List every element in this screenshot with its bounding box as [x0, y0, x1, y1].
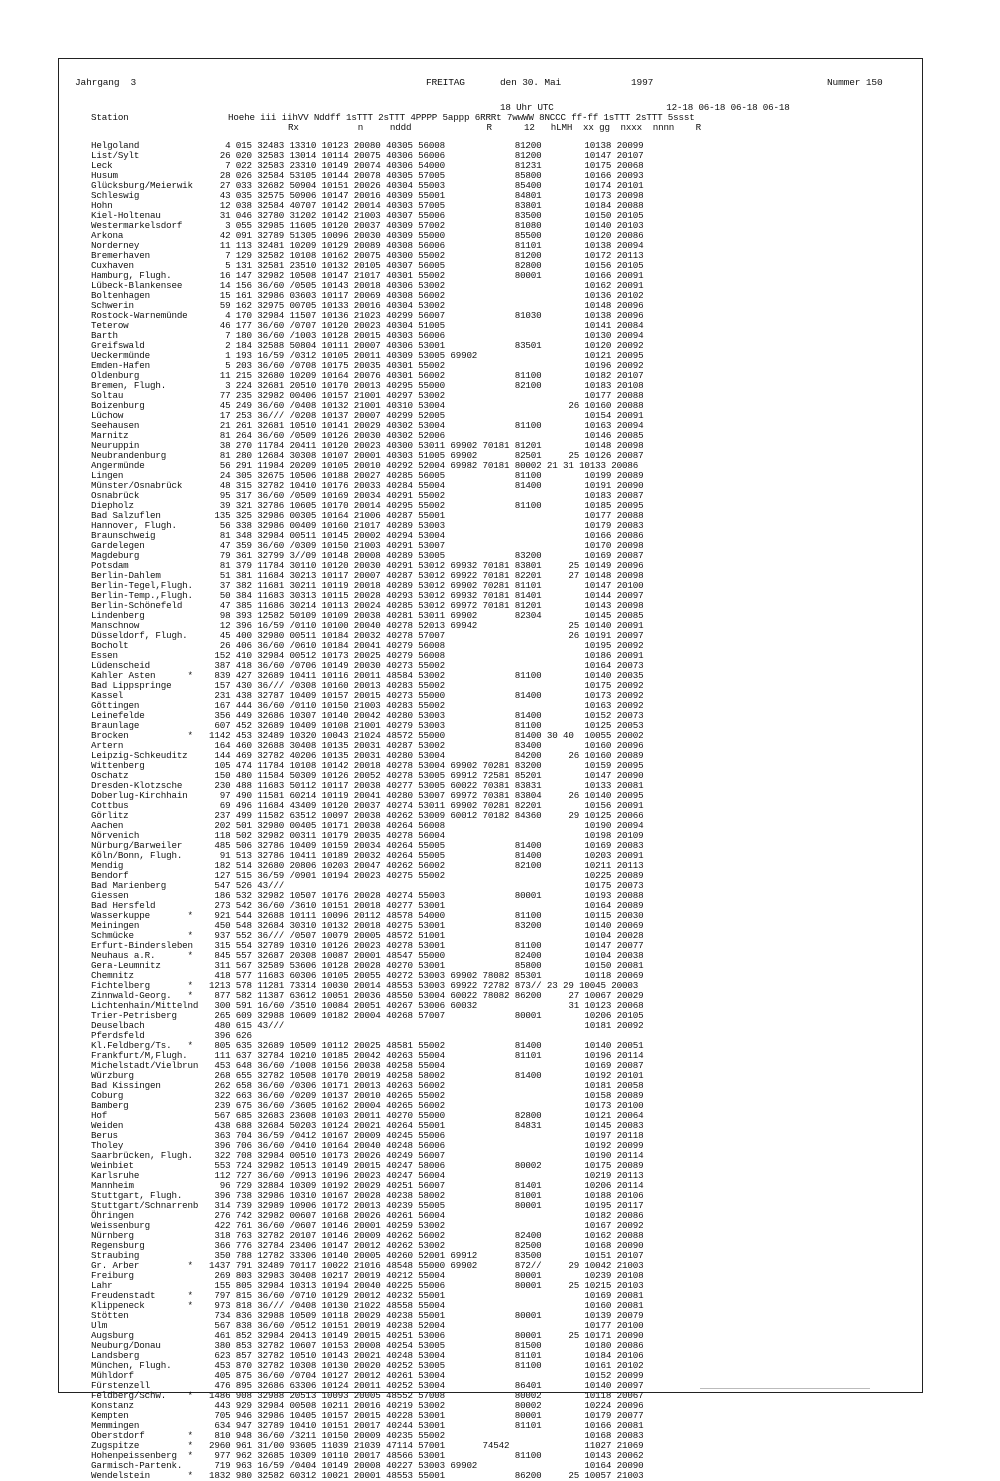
station-row: Pferdsfeld 396 626: [91, 1030, 252, 1041]
station-row: Feldberg/Schw. * 1486 908 32988 20513 10093 20005 48552 57008 80002 10118 20067: [91, 1390, 644, 1401]
station-row: Braunschweig 81 348 32984 00511 10145 20002 40294 53004 10166 20086: [91, 530, 644, 541]
station-row: Boizenburg 45 249 36/60 /0408 10132 21001 40310 53004 26 10160 20088: [91, 400, 644, 411]
station-row: Westermarkelsdorf 3 055 32985 11605 10120 20037 40309 57002 81080 10140 20103: [91, 220, 644, 231]
station-row: Nürnberg 318 763 32782 20107 10146 20009 40262 56002 82400 10162 20088: [91, 1230, 644, 1241]
station-row: Wendelstein * 1832 980 32582 60312 10021 20001 48553 55001 86200 25 10057 21003: [91, 1470, 644, 1481]
station-row: Nörvenich 118 502 32982 00311 10179 20035 40278 56004 10198 20109: [91, 830, 644, 841]
station-row: Deuselbach 480 615 43/// 10181 20092: [91, 1020, 644, 1031]
station-row: Bad Hersfeld 273 542 36/60 /3610 10151 20018 40277 53001 10164 20089: [91, 900, 644, 911]
station-row: Glücksburg/Meierwik 27 033 32682 50904 10151 20026 40304 55003 85400 10174 20101: [91, 180, 644, 191]
station-row: Cuxhaven 5 131 32581 23510 10132 20105 40307 56005 82800 10156 20105: [91, 260, 644, 271]
station-row: Berlin-Schönefeld 47 385 11686 30214 10113 20024 40285 53012 69972 70181 81201 10143 20098: [91, 600, 644, 611]
station-row: Weiden 438 688 32684 50203 10124 20021 40264 55001 84831 10145 20083: [91, 1120, 644, 1131]
station-row: Magdeburg 79 361 32799 3//09 10148 20008 40289 53005 83200 10169 20087: [91, 550, 644, 561]
station-row: Emden-Hafen 5 203 36/60 /0708 10175 20035 40301 55002 10196 20092: [91, 360, 644, 371]
station-row: Trier-Petrisberg 265 609 32988 10609 10182 20004 40268 57007 80001 10206 20105: [91, 1010, 644, 1021]
station-row: Chemnitz 418 577 11683 60306 10105 20055 40272 53003 69902 78082 85301 10118 20069: [91, 970, 644, 981]
station-row: Oldenburg 11 215 32680 10209 10164 20076 40301 56002 81100 10182 20107: [91, 370, 644, 381]
station-row: Kiel-Holtenau 31 046 32780 31202 10142 21003 40307 55006 83500 10150 20105: [91, 210, 644, 221]
station-row: Bremen, Flugh. 3 224 32681 20510 10170 20013 40295 55000 82100 10183 20108: [91, 380, 644, 391]
column-header-line-2: Hoehe iii iihVV Nddff 1sTTT 2sTTT 4PPPP 5appp 6RRRt 7wwWW 8NCCC ff-ff 1sTTT 2sTTT 5ssst: [228, 112, 695, 123]
station-row: Manschnow 12 396 16/59 /0110 10100 20040 40278 52013 69942 25 10140 20091: [91, 620, 644, 631]
station-row: Neuburg/Donau 380 853 32782 10607 10153 20008 40254 53005 81500 10180 20086: [91, 1340, 644, 1351]
station-column-header: Station: [91, 112, 129, 123]
jahrgang-label: Jahrgang 3: [75, 77, 137, 88]
station-row: Giessen 186 532 32982 10507 10176 20028 40274 55003 80001 10193 20088: [91, 890, 644, 901]
station-row: Köln/Bonn, Flugh. 91 513 32786 10411 10189 20032 40264 55005 81400 10203 20091: [91, 850, 644, 861]
station-row: Klippeneck * 973 818 36/// /0408 10130 21022 48558 55004 10160 20081: [91, 1300, 644, 1311]
station-row: Düsseldorf, Flugh. 45 400 32980 00511 10184 20032 40278 57007 26 10191 20097: [91, 630, 644, 641]
station-row: Bad Salzuflen 135 325 32986 00305 10164 21006 40287 55001 10177 20088: [91, 510, 644, 521]
station-row: Schmücke * 937 552 36/// /0507 10079 20005 48572 51001 10104 20028: [91, 930, 644, 941]
station-row: Gardelegen 47 359 36/60 /0309 10150 21003 40291 53007 10170 20098: [91, 540, 644, 551]
station-row: Fichtelberg * 1213 578 11281 73314 10030 20014 48553 53003 69922 72782 873// 23 29 10045 20003: [91, 980, 639, 991]
station-row: Bocholt 26 406 36/60 /0610 10184 20041 40279 56008 10195 20092: [91, 640, 644, 651]
station-row: Oberstdorf * 810 948 36/60 /3211 10150 20009 40235 55002 10168 20083: [91, 1430, 644, 1441]
station-row: Berlin-Temp.,Flugh. 50 384 11683 30313 10115 20028 40293 53012 69932 70181 81401 10144 20097: [91, 590, 644, 601]
station-row: Gr. Arber * 1437 791 32489 70117 10022 21016 48548 55000 69902 872// 29 10042 21003: [91, 1260, 644, 1271]
station-row: Wasserkuppe * 921 544 32688 10111 10096 20112 48578 54000 81100 10115 20030: [91, 910, 644, 921]
station-row: Frankfurt/M,Flugh. 111 637 32784 10210 10185 20042 40263 55004 81101 10196 20114: [91, 1050, 644, 1061]
station-row: Weissenburg 422 761 36/60 /0607 10146 20001 40259 53002 10167 20092: [91, 1220, 644, 1231]
station-row: Hohn 12 038 32584 40707 10142 20014 40303 57005 83801 10184 20088: [91, 200, 644, 211]
station-row: Karlsruhe 112 727 36/60 /0913 10196 20023 40247 56004 10219 20113: [91, 1170, 644, 1181]
station-row: Görlitz 237 499 11582 63512 10097 20038 40262 53009 60012 70182 84360 29 10125 20066: [91, 810, 644, 821]
station-row: Bad Kissingen 262 658 36/60 /0306 10171 20013 40263 56002 10181 20058: [91, 1080, 644, 1091]
station-row: Leck 7 022 32583 23310 10149 20074 40306 54000 81231 10175 20068: [91, 160, 644, 171]
station-row: Wittenberg 105 474 11784 10108 10142 20018 40278 53004 69902 70281 83200 10159 20095: [91, 760, 644, 771]
station-row: Teterow 46 177 36/60 /0707 10120 20023 40304 51005 10141 20084: [91, 320, 644, 331]
station-row: Schleswig 43 035 32575 50906 10147 20016 40309 55001 84801 10173 20098: [91, 190, 644, 201]
column-header-line-1: 18 Uhr UTC 12-18 06-18 06-18 06-18: [500, 102, 790, 113]
station-row: Helgoland 4 015 32483 13310 10123 20080 40305 56008 81200 10138 20099: [91, 140, 644, 151]
station-row: Lahr 155 805 32984 10313 10194 20040 40225 55006 80001 25 10215 20103: [91, 1280, 644, 1291]
station-row: Bad Marienberg 547 526 43/// 10175 20073: [91, 880, 644, 891]
station-row: Braunlage 607 452 32689 10409 10108 21001 40279 53003 81100 10125 20053: [91, 720, 644, 731]
column-header-line-3: Rx n nddd R 12 hLMH xx gg nxxx nnnn R: [288, 122, 701, 133]
station-row: Freiburg 269 803 32983 30408 10217 20019 40212 55004 80001 10239 20108: [91, 1270, 644, 1281]
station-row: Leipzig-Schkeuditz 144 469 32782 40206 10135 20031 40280 53004 84200 26 10160 20089: [91, 750, 644, 761]
station-row: Marnitz 81 264 36/60 /0509 10126 20030 40302 52006 10146 20085: [91, 430, 644, 441]
footer-rule: [700, 1388, 870, 1389]
station-row: Stuttgart, Flugh. 396 738 32986 10310 10167 20028 40238 58002 81001 10188 20106: [91, 1190, 644, 1201]
station-row: Meiningen 450 548 32684 30310 10132 20018 40275 53001 83200 10140 20069: [91, 920, 644, 931]
station-row: Berus 363 704 36/59 /0412 10167 20009 40245 55006 10197 20118: [91, 1130, 644, 1141]
station-row: Kassel 231 438 32787 10409 10157 20015 40273 55000 81400 10173 20092: [91, 690, 644, 701]
station-row: Gera-Leumnitz 311 567 32589 53606 10128 20028 40270 53001 85800 10150 20081: [91, 960, 644, 971]
station-row: Dresden-Klotzsche 230 488 11683 50112 10117 20038 40277 53005 60022 70381 83831 10133 20081: [91, 780, 644, 791]
station-row: Zinnwald-Georg. * 877 582 11387 63612 10051 20036 48550 53004 60022 78082 86200 27 10067 20029: [91, 990, 644, 1001]
station-row: Osnabrück 95 317 36/60 /0509 10169 20034 40291 55002 10183 20087: [91, 490, 644, 501]
station-row: Lübeck-Blankensee 14 156 36/60 /0505 10143 20018 40306 53002 10162 20091: [91, 280, 644, 291]
station-row: Potsdam 81 379 11784 30110 10120 20030 40291 53012 69932 70181 83801 25 10149 20096: [91, 560, 644, 571]
year-label: 1997: [631, 77, 654, 88]
station-row: Straubing 350 788 12782 33306 10140 20005 40260 52001 69912 83500 10151 20107: [91, 1250, 644, 1261]
station-row: Hof 567 685 32683 23608 10103 20011 40270 55000 82800 10121 20064: [91, 1110, 644, 1121]
station-row: Mühldorf 405 875 36/60 /0704 10127 20012 40261 53004 10152 20099: [91, 1370, 644, 1381]
station-row: Hohenpeissenberg * 977 962 32685 10309 10110 20017 48566 53001 81100 10143 20062: [91, 1450, 644, 1461]
station-row: Leinefelde 356 449 32686 10307 10140 20042 40280 53003 81400 10152 20073: [91, 710, 644, 721]
station-row: Brocken * 1142 453 32489 10320 10043 21024 48572 55000 81400 30 40 10055 20002: [91, 730, 644, 741]
station-row: Ueckermünde 1 193 16/59 /0312 10105 20011 40309 53005 69902 10121 20095: [91, 350, 644, 361]
weekday-label: FREITAG: [426, 77, 465, 88]
station-row: Berlin-Tegel,Flugh. 37 382 11681 30211 10119 20018 40289 53012 69902 70281 81101 10147 20100: [91, 580, 644, 591]
station-row: Neubrandenburg 81 280 12684 30308 10107 20001 40303 51005 69902 82501 25 10126 20087: [91, 450, 644, 461]
station-row: Kl.Feldberg/Ts. * 805 635 32689 10509 10112 20025 48581 55002 81400 10140 20051: [91, 1040, 644, 1051]
date-label: den 30. Mai: [500, 77, 562, 88]
station-row: Oschatz 150 480 11584 50309 10126 20052 40278 53005 69912 72581 85201 10147 20090: [91, 770, 644, 781]
station-row: Weinbiet 553 724 32982 10513 10149 20015 40247 58006 80002 10175 20089: [91, 1160, 644, 1171]
station-row: Nürburg/Barweiler 485 506 32786 10409 10159 20034 40264 55005 81400 10169 20083: [91, 840, 644, 851]
station-row: Coburg 322 663 36/60 /0209 10137 20010 40265 55002 10158 20089: [91, 1090, 644, 1101]
station-row: Neuhaus a.R. * 845 557 32687 20308 10087 20001 48547 55000 82400 10104 20038: [91, 950, 644, 961]
station-row: Seehausen 21 261 32681 10510 10141 20029 40302 53004 81100 10163 20094: [91, 420, 644, 431]
station-row: Memmingen 634 947 32789 10410 10151 20017 40244 53001 81101 10166 20081: [91, 1420, 644, 1431]
station-row: Augsburg 461 852 32984 20413 10149 20015 40251 53006 80001 25 10171 20090: [91, 1330, 644, 1341]
station-row: Boltenhagen 15 161 32986 03603 10117 20069 40308 56002 10136 20102: [91, 290, 644, 301]
station-row: Bad Lippspringe 157 430 36/// /0308 10160 20013 40283 55002 10175 20092: [91, 680, 644, 691]
station-row: Lüchow 17 253 36/// /0208 10137 20007 40299 52005 10154 20091: [91, 410, 644, 421]
station-row: Soltau 77 235 32982 00406 10157 21001 40297 53002 10177 20088: [91, 390, 644, 401]
station-row: Norderney 11 113 32481 10209 10129 20089 40308 56006 81101 10138 20094: [91, 240, 644, 251]
station-row: Neuruppin 38 270 11784 20411 10120 20023 40300 53011 69902 70181 81201 10148 20098: [91, 440, 644, 451]
station-row: Husum 28 026 32584 53105 10144 20078 40305 57005 85800 10166 20093: [91, 170, 644, 181]
station-row: München, Flugh. 453 870 32782 10308 10130 20020 40252 53005 81100 10161 20102: [91, 1360, 644, 1371]
station-row: Bendorf 127 515 36/59 /0901 10194 20023 40275 55002 10225 20089: [91, 870, 644, 881]
station-row: Erfurt-Bindersleben 315 554 32789 10310 10126 20023 40278 53001 81100 10147 20077: [91, 940, 644, 951]
station-row: Zugspitze * 2960 961 31/00 93605 11039 21039 47114 57001 74542 11027 21069: [91, 1440, 644, 1451]
station-row: Lingen 24 305 32675 10506 10188 20027 40285 56005 81100 10199 20089: [91, 470, 644, 481]
station-row: Diepholz 39 321 32786 10605 10170 20014 40295 55002 81100 10185 20095: [91, 500, 644, 511]
station-row: Greifswald 2 184 32588 50804 10111 20007 40306 53001 83501 10120 20092: [91, 340, 644, 351]
station-row: Mendig 182 514 32680 20806 10203 20047 40262 56002 82100 10211 20113: [91, 860, 644, 871]
station-row: Michelstadt/Vielbrun 453 648 36/60 /1008 10156 20038 40258 55004 10169 20087: [91, 1060, 644, 1071]
station-row: Mannheim 96 729 32884 10309 10192 20029 40251 56007 81401 10206 20114: [91, 1180, 644, 1191]
station-row: Kempten 705 946 32986 10405 10157 20015 40228 53001 80001 10179 20077: [91, 1410, 644, 1421]
station-row: Bremerhaven 7 129 32582 10108 10162 20075 40300 55002 81200 10172 20113: [91, 250, 644, 261]
station-row: Ulm 567 838 36/60 /0512 10151 20019 40238 52004 10177 20100: [91, 1320, 644, 1331]
station-row: Angermünde 56 291 11984 20209 10105 20010 40292 52004 69982 70181 80002 21 31 10133 20086: [91, 460, 639, 471]
station-row: Regensburg 366 776 32784 23406 10147 20012 40262 53002 82500 10168 20090: [91, 1240, 644, 1251]
station-row: Artern 164 460 32688 30408 10135 20031 40287 53002 83400 10160 20096: [91, 740, 644, 751]
station-row: List/Sylt 26 020 32583 13014 10114 20075 40306 56006 81200 10147 20107: [91, 150, 644, 161]
station-row: Landsberg 623 857 32782 10510 10143 20021 40248 53004 81101 10184 20106: [91, 1350, 644, 1361]
station-row: Kahler Asten * 839 427 32689 10411 10116 20011 48584 53002 81100 10140 20035: [91, 670, 644, 681]
report-sheet: [58, 58, 923, 1481]
station-row: Stötten 734 836 32988 10509 10118 20029 40238 55001 80001 10139 20079: [91, 1310, 644, 1321]
station-row: Münster/Osnabrück 48 315 32782 10410 10176 20033 40284 55004 81400 10191 20090: [91, 480, 644, 491]
station-row: Freudenstadt * 797 815 36/60 /0710 10129 20012 40232 55001 10169 20081: [91, 1290, 644, 1301]
station-row: Schwerin 59 162 32975 00705 10133 20016 40304 53002 10148 20096: [91, 300, 644, 311]
station-row: Würzburg 268 655 32782 10508 10170 20019 40258 58002 81400 10192 20101: [91, 1070, 644, 1081]
station-row: Saarbrücken, Flugh. 322 708 32984 00510 10173 20026 40249 56007 10190 20114: [91, 1150, 644, 1161]
station-row: Lüdenscheid 387 418 36/60 /0706 10149 20030 40273 55002 10164 20073: [91, 660, 644, 671]
station-row: Cottbus 69 496 11684 43409 10120 20037 40274 53011 69902 70281 82201 10156 20091: [91, 800, 644, 811]
station-row: Garmisch-Partenk. 719 963 16/59 /0404 10149 20008 40227 53003 69902 10164 20090: [91, 1460, 644, 1471]
station-row: Stuttgart/Schnarrenb 314 739 32989 10906 10172 20013 40239 55005 80001 10195 20117: [91, 1200, 644, 1211]
station-row: Rostock-Warnemünde 4 170 32984 11507 10136 21023 40299 56007 81030 10138 20096: [91, 310, 644, 321]
station-row: Göttingen 167 444 36/60 /0110 10150 21003 40283 55002 10163 20092: [91, 700, 644, 711]
station-row: Tholey 396 706 36/60 /0410 10164 20040 40248 56006 10192 20099: [91, 1140, 644, 1151]
station-row: Barth 7 180 36/60 /1003 10128 20015 40303 56006 10130 20094: [91, 330, 644, 341]
station-row: Konstanz 443 929 32984 00508 10211 20016 40219 53002 80002 10224 20096: [91, 1400, 644, 1411]
station-row: Doberlug-Kirchhain 97 490 11581 60214 10119 20041 40280 53007 69972 70381 83804 26 10140 20095: [91, 790, 644, 801]
station-row: Berlin-Dahlem 51 381 11684 30213 10117 20007 40287 53012 69922 70181 82201 27 10148 20098: [91, 570, 644, 581]
station-row: Essen 152 410 32984 00512 10173 20025 40279 56008 10186 20091: [91, 650, 644, 661]
station-row: Hannover, Flugh. 56 338 32986 00409 10160 21017 40289 53003 10179 20083: [91, 520, 644, 531]
station-row: Bamberg 239 675 36/60 /3605 10162 20004 40265 56002 10173 20100: [91, 1100, 644, 1111]
station-row: Aachen 202 501 32980 00405 10171 20038 40264 56008 10190 20094: [91, 820, 644, 831]
issue-number-label: Nummer 150: [827, 77, 883, 88]
station-row: Arkona 42 091 32789 51305 10096 20030 40309 55000 85500 10120 20086: [91, 230, 644, 241]
station-row: Hamburg, Flugh. 16 147 32982 10508 10147 21017 40301 55002 80001 10166 20091: [91, 270, 644, 281]
station-row: Lichtenhain/Mittelnd 300 591 16/60 /3510 10084 20051 40267 53006 60032 31 10123 20068: [91, 1000, 644, 1011]
station-row: Fürstenzell 476 895 32686 63306 10124 20011 40252 53004 86401 10140 20097: [91, 1380, 644, 1391]
station-row: Lindenberg 98 393 12582 50109 10109 20038 40281 53011 69902 82304 10145 20085: [91, 610, 644, 621]
station-row: Öhringen 276 742 32982 00607 10168 20026 40261 56004 10182 20086: [91, 1210, 644, 1221]
